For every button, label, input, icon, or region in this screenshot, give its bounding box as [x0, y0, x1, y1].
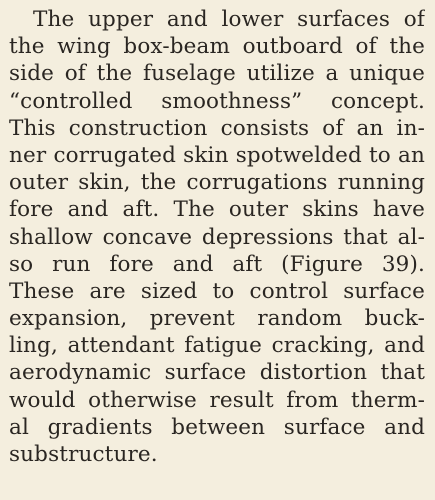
text-line: aerodynamic surface distortion that — [9, 360, 425, 386]
text-line: side of the fuselage utilize a unique — [9, 61, 425, 87]
paragraph — [9, 6, 425, 468]
text-line: substructure. — [9, 442, 158, 467]
text-line: The upper and lower surfaces of — [33, 7, 425, 32]
text-line: fore and aft. The outer skins have — [9, 197, 425, 223]
text-line: ling, attendant fatigue cracking, and — [9, 333, 425, 359]
text-line: would otherwise result from therm- — [9, 387, 425, 413]
text-line: outer skin, the corrugations running — [9, 170, 425, 196]
text-line: al gradients between surface and — [9, 414, 425, 440]
text-line: so run fore and aft (Figure 39). — [9, 251, 425, 277]
text-line: This construction consists of an in- — [9, 115, 425, 141]
text-line: ner corrugated skin spotwelded to an — [9, 142, 425, 168]
text-line: These are sized to control surface — [9, 278, 425, 304]
text-line: shallow concave depressions that al- — [9, 224, 425, 250]
text-line: expansion, prevent random buck- — [9, 306, 425, 332]
text-line: the wing box-beam outboard of the — [9, 34, 425, 60]
text-line: “controlled smoothness” concept. — [9, 88, 425, 114]
